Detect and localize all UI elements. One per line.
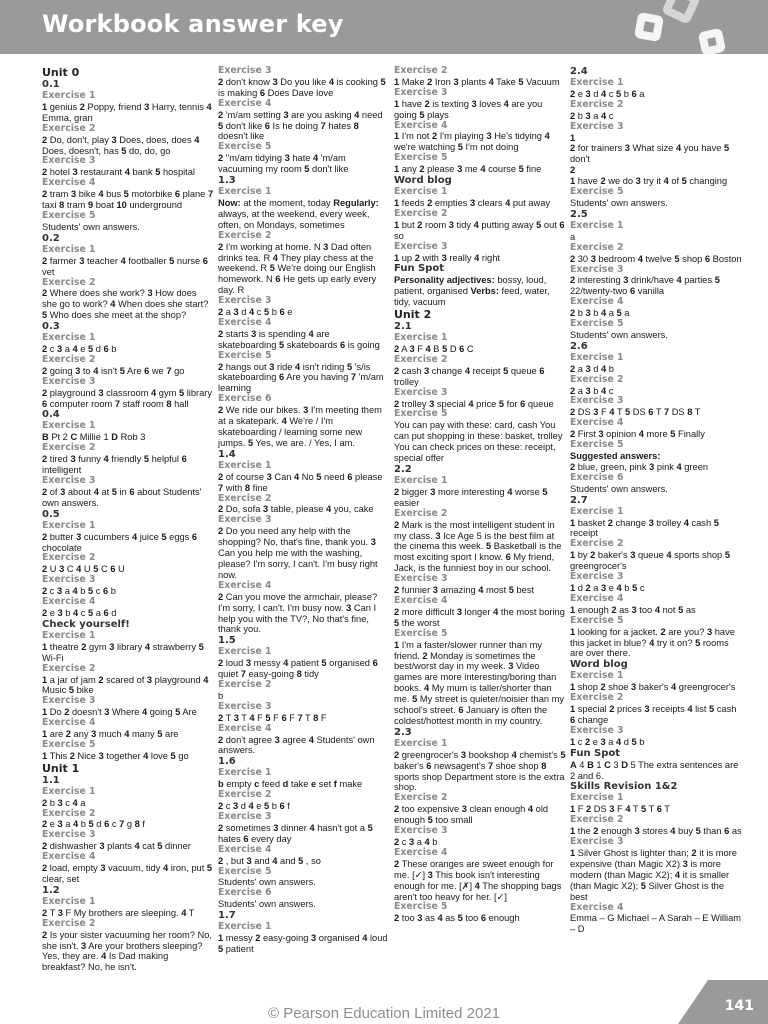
answer-text: You can pay with these: card, cash You can put shopping in these: basket, trolley You can check prices on these: receipt, special offer — [394, 420, 563, 464]
answer-text: 2 for trainers 3 What size 4 you have 5 don't — [570, 143, 730, 165]
exercise-label: Exercise 2 — [570, 814, 624, 826]
section-heading: 2.2 — [394, 464, 412, 475]
exercise-label: Exercise 5 — [394, 408, 448, 420]
answer-text: 2 DS 3 F 4 T 5 DS 6 T 7 DS 8 T — [570, 407, 701, 418]
exercise-label: Exercise 3 — [42, 155, 96, 167]
exercise-label: Exercise 1 — [394, 186, 448, 198]
exercise-label: Exercise 5 — [42, 209, 96, 221]
exercise-label: Exercise 1 — [570, 219, 624, 231]
answer-text: Students' own answers. — [218, 877, 316, 888]
exercise-label: Exercise 3 — [42, 829, 96, 841]
exercise-label: Exercise 5 — [570, 318, 624, 330]
exercise-label: Exercise 4 — [218, 97, 272, 109]
answer-text: 2 a 3 d 4 b — [570, 363, 614, 374]
answer-text: 2 c 3 a 4 b — [394, 837, 438, 847]
exercise-label: Exercise 2 — [218, 789, 272, 801]
exercise-label: Exercise 1 — [394, 737, 448, 749]
exercise-label: Exercise 1 — [570, 77, 624, 88]
answer-text: 1 are 2 any 3 much 4 many 5 are — [42, 729, 179, 740]
exercise-label: Exercise 1 — [218, 459, 272, 471]
section-heading: 0.1 — [42, 79, 60, 90]
answer-text: 2 ''m/am tidying 3 hate 4 'm/am vacuuming my room 5 don't like — [218, 153, 349, 175]
answer-text: 2 greengrocer's 3 bookshop 4 chemist's 5 baker's 6 newsagent's 7 shoe shop 8 sports shop Department store is the extra shop. — [394, 749, 566, 793]
column-4 — [570, 66, 742, 935]
exercise-label: Exercise 6 — [570, 471, 624, 483]
answer-text: 2 blue, green, pink 3 pink 4 green — [570, 461, 709, 472]
answer-text: 1 the 2 enough 3 stores 4 buy 5 than 6 as — [570, 826, 742, 837]
exercise-label: Exercise 5 — [394, 152, 448, 164]
exercise-label: Exercise 2 — [394, 507, 448, 519]
answer-text: 2 sometimes 3 dinner 4 hasn't got a 5 hates 6 every day — [218, 822, 373, 844]
answer-text: 1 This 2 Nice 3 together 4 love 5 go — [42, 750, 189, 761]
exercise-label: Exercise 4 — [570, 592, 624, 604]
column-2 — [218, 66, 390, 955]
answer-text: 2 starts 3 is spending 4 are skateboarding 5 skateboards 6 is going — [218, 328, 380, 350]
answer-text: 2 Can you move the armchair, please? I'm sorry, I can't. I'm busy now. 3 Can I help you with the TV?, No that's fine, thank you. — [218, 591, 378, 635]
exercise-label: Exercise 4 — [218, 843, 272, 855]
header-bar — [0, 0, 768, 54]
answer-text: 2 more difficult 3 longer 4 the most boring 5 the worst — [394, 606, 565, 628]
section-heading: 1.2 — [42, 884, 60, 896]
exercise-label: Exercise 3 — [218, 65, 272, 76]
section-heading: 0.2 — [42, 232, 60, 244]
exercise-label: Exercise 3 — [570, 395, 624, 407]
answer-text: 2 First 3 opinion 4 more 5 Finally — [570, 429, 705, 440]
square-decoration-icon — [661, 0, 701, 25]
exercise-label: Exercise 1 — [218, 767, 272, 779]
section-heading: 2.6 — [570, 340, 588, 352]
section-heading: 2.1 — [394, 321, 412, 333]
exercise-label: Exercise 3 — [394, 240, 448, 252]
exercise-label: Exercise 4 — [570, 296, 624, 308]
answer-text: 2 c 3 a 4 e 5 d 6 b — [42, 344, 117, 355]
exercise-label: Exercise 4 — [218, 316, 272, 328]
exercise-label: Exercise 1 — [42, 895, 96, 907]
section-heading: 1.4 — [218, 448, 236, 460]
answer-text: 2 , but 3 and 4 and 5 , so — [218, 855, 321, 866]
answer-text: 2 b 3 c 4 a — [42, 797, 86, 808]
exercise-label: Exercise 5 — [218, 349, 272, 361]
answer-text: 2 don't agree 3 agree 4 Students' own answers. — [218, 734, 375, 756]
section-heading: Fun Spot — [394, 263, 445, 275]
exercise-label: Exercise 4 — [42, 851, 96, 863]
answer-text: Emma – G Michael – A Sarah – E William – D — [570, 913, 742, 935]
exercise-label: Exercise 2 — [394, 353, 448, 365]
exercise-label: Exercise 3 — [570, 724, 624, 736]
exercise-label: Exercise 5 — [570, 186, 624, 198]
exercise-label: Exercise 3 — [394, 573, 448, 585]
answer-text: Students' own answers. — [218, 899, 316, 910]
exercise-label: Exercise 3 — [218, 700, 272, 712]
answer-text: Suggested answers: — [570, 451, 661, 461]
exercise-label: Exercise 3 — [394, 386, 448, 398]
answer-text: 2 — [570, 165, 576, 176]
answer-text: Students' own answers. — [570, 197, 668, 208]
answer-text: 2 too expensive 3 clean enough 4 old enough 5 too small — [394, 804, 549, 826]
answer-text: 1 any 2 please 3 me 4 course 5 fine — [394, 164, 542, 175]
exercise-label: Exercise 3 — [42, 574, 96, 586]
answer-text: 2 of 3 about 4 at 5 in 6 about Students' own answers. — [42, 486, 202, 508]
exercise-label: Exercise 2 — [42, 353, 96, 365]
exercise-label: Exercise 2 — [218, 492, 272, 504]
answer-text: 1 enough 2 as 3 too 4 not 5 as — [570, 604, 696, 615]
exercise-label: Exercise 2 — [394, 792, 448, 804]
answer-text: 2 b 3 a 4 c — [570, 110, 614, 121]
section-heading: 0.3 — [42, 321, 60, 333]
answer-text: 1 have 2 we do 3 try it 4 of 5 changing — [570, 176, 728, 187]
answer-text: 2 playground 3 classroom 4 gym 5 library 6 computer room 7 staff room 8 hall — [42, 387, 213, 409]
answer-text: 2 T 3 F My brothers are sleeping. 4 T — [42, 907, 195, 918]
answer-text: 2 e 3 b 4 c 5 a 6 d — [42, 607, 117, 618]
answer-text: 1 d 2 a 3 e 4 b 5 c — [570, 582, 645, 593]
section-heading: Word blog — [570, 659, 628, 671]
answer-text: 2 don't know 3 Do you like 4 is cooking 5 is making 6 Does Dave love — [218, 76, 386, 98]
exercise-label: Exercise 4 — [218, 722, 272, 734]
exercise-label: Exercise 4 — [394, 594, 448, 606]
answer-text: 2 Where does she work? 3 How does she go to work? 4 When does she start? 5 Who does she meet at the shop? — [42, 288, 209, 321]
answer-text: 2 hotel 3 restaurant 4 bank 5 hospital — [42, 167, 196, 178]
page-number-tab — [708, 980, 768, 1024]
exercise-label: Exercise 4 — [570, 417, 624, 429]
exercise-label: Exercise 1 — [394, 475, 448, 486]
answer-text: 2 Is your sister vacuuming her room? No, she isn't. 3 Are your brothers sleeping? Yes, they are. 4 Is Dad making breakfast? No, he isn't. — [42, 929, 212, 973]
exercise-label: Exercise 2 — [394, 65, 448, 76]
exercise-label: Exercise 3 — [218, 514, 272, 526]
section-heading: Skills Revision 1&2 — [570, 781, 678, 793]
exercise-label: Exercise 1 — [42, 332, 96, 344]
answer-text: 1 up 2 with 3 really 4 right — [394, 252, 500, 263]
exercise-label: Exercise 2 — [218, 679, 272, 691]
answer-text: 2 e 3 a 4 b 5 d 6 c 7 g 8 f — [42, 819, 145, 830]
answer-text: A 4 B 1 C 3 D 5 The extra sentences are 2 and 6. — [570, 759, 739, 781]
exercise-label: Exercise 5 — [42, 738, 96, 750]
exercise-label: Exercise 2 — [42, 807, 96, 819]
answer-text: 2 too 3 as 4 as 5 too 6 enough — [394, 913, 520, 924]
section-heading: 1.6 — [218, 756, 236, 768]
section-heading: 1.5 — [218, 635, 236, 647]
answer-text: 1 Silver Ghost is lighter than; 2 it is more expensive (than Magic X2) 3 is more modern (than Magic X2); 4 it is smaller (than Magic X2); 5 Silver Ghost is the best — [570, 848, 737, 902]
unit-heading: Unit 0 — [42, 66, 80, 79]
answer-text: 2 I'm working at home. N 3 Dad often drinks tea. R 4 They play chess at the weekend. R 5 We're doing our English homework. N 6 He gets up early every day. R — [218, 241, 377, 296]
answer-text: 1 — [570, 132, 576, 143]
exercise-label: Exercise 6 — [218, 393, 272, 405]
section-heading: 2.3 — [394, 726, 412, 738]
exercise-label: Exercise 1 — [218, 921, 272, 933]
answer-text: b — [218, 690, 224, 701]
unit-heading: Unit 2 — [394, 308, 432, 322]
section-heading: 1.1 — [42, 774, 60, 786]
section-heading: 0.5 — [42, 508, 60, 520]
exercise-label: Exercise 1 — [42, 519, 96, 531]
exercise-label: Exercise 3 — [570, 836, 624, 848]
answer-columns — [42, 65, 742, 973]
answer-text: 1 but 2 room 3 tidy 4 putting away 5 out 6 so — [394, 219, 565, 241]
answer-text: 1 I'm a faster/slower runner than my friend. 2 Monday is sometimes the best/worst day in my week. 3 Video games are more interesting/boring than books. 4 My mum is taller/shorter than me. 5 My street is quieter/noisier than my school's street. 6 January is often the coldest/hottest month in my country. — [394, 639, 565, 726]
answer-text: 2 'm/am setting 3 are you asking 4 need 5 don't like 6 Is he doing 7 hates 8 doesn't like — [218, 109, 383, 142]
answer-text: 1 shop 2 shoe 3 baker's 4 greengrocer's — [570, 682, 736, 693]
answer-text: 2 tired 3 funny 4 friendly 5 helpful 6 intelligent — [42, 454, 187, 476]
answer-text: 2 dishwasher 3 plants 4 cat 5 dinner — [42, 841, 191, 852]
exercise-label: Exercise 2 — [42, 122, 96, 134]
answer-text: 2 Do, sofa 3 table, please 4 you, cake — [218, 504, 374, 515]
exercise-label: Exercise 4 — [218, 579, 272, 591]
answer-text: 2 load, empty 3 vacuum, tidy 4 iron, put 5 clear, set — [42, 863, 213, 884]
answer-text: 2 farmer 3 teacher 4 footballer 5 nurse 6 vet — [42, 255, 208, 277]
exercise-label: Exercise 3 — [218, 295, 272, 307]
exercise-label: Exercise 3 — [570, 571, 624, 583]
exercise-label: Exercise 1 — [42, 629, 96, 641]
answer-text: 2 b 3 b 4 a 5 a — [570, 308, 630, 319]
exercise-label: Exercise 5 — [218, 141, 272, 153]
exercise-label: Exercise 4 — [394, 119, 448, 131]
answer-text: 2 a 3 b 4 c — [570, 385, 614, 396]
exercise-label: Exercise 4 — [42, 717, 96, 729]
exercise-label: Exercise 2 — [394, 207, 448, 219]
exercise-label: Exercise 1 — [570, 505, 624, 517]
answer-text: Students' own answers. — [42, 221, 140, 232]
answer-text: Now: at the moment, today Regularly: always, at the weekend, every week, often, on Mondays, sometimes — [218, 197, 379, 230]
answer-text: Personality adjectives: bossy, loud, patient, organised Verbs: feed, water, tidy, vacuum — [394, 275, 550, 308]
exercise-label: Exercise 2 — [570, 692, 624, 704]
exercise-label: Exercise 1 — [42, 420, 96, 432]
column-3 — [394, 66, 566, 924]
exercise-label: Exercise 2 — [570, 538, 624, 550]
exercise-label: Exercise 3 — [218, 811, 272, 822]
copyright-notice: © Pearson Education Limited 2021 — [267, 1005, 501, 1022]
answer-text: 2 U 3 C 4 U 5 C 6 U — [42, 564, 125, 575]
exercise-label: Exercise 2 — [570, 241, 624, 253]
answer-text: 1 looking for a jacket. 2 are you? 3 have this jacket in blue? 4 try it on? 5 rooms are over there. — [570, 626, 735, 659]
answer-text: B Pt 2 C Millie 1 D Rob 3 — [42, 432, 146, 443]
answer-text: 1 by 2 baker's 3 queue 4 sports shop 5 greengrocer's — [570, 550, 730, 572]
answer-text: 1 I'm not 2 I'm playing 3 He's tidying 4 we're watching 5 I'm not doing — [394, 131, 550, 153]
section-heading: Check yourself! — [42, 618, 130, 630]
column-1 — [42, 66, 214, 973]
exercise-label: Exercise 2 — [570, 373, 624, 385]
exercise-label: Exercise 1 — [570, 670, 624, 682]
answer-text: 2 A 3 F 4 B 5 D 6 C — [394, 344, 474, 355]
exercise-label: Exercise 2 — [42, 917, 96, 929]
exercise-label: Exercise 5 — [394, 627, 448, 639]
answer-text: 2 of course 3 Can 4 No 5 need 6 please 7 with 8 fine — [218, 471, 383, 493]
exercise-label: Exercise 2 — [570, 98, 624, 110]
answer-text: 2 T 3 T 4 F 5 F 6 F 7 T 8 F — [218, 712, 327, 723]
answer-text: 2 Do you need any help with the shopping? No, that's fine, thank you. 3 Can you help me with the washing, please? I'm sorry, I can't. I'm busy right now. — [218, 526, 378, 580]
answer-text: 2 tram 3 bike 4 bus 5 motorbike 6 plane 7 taxi 8 tram 9 boat 10 underground — [42, 189, 214, 211]
exercise-label: Exercise 5 — [394, 901, 448, 913]
exercise-label: Exercise 1 — [394, 332, 448, 344]
exercise-label: Exercise 4 — [42, 596, 96, 608]
answer-text: 1 F 2 DS 3 F 4 T 5 T 6 T — [570, 804, 670, 815]
answer-text: 2 a 3 d 4 c 5 b 6 e — [218, 307, 293, 318]
answer-text: 1 a jar of jam 2 scared of 3 playground 4 Music 5 bike — [42, 674, 209, 696]
answer-text: 2 loud 3 messy 4 patient 5 organised 6 quiet 7 easy-going 8 tidy — [218, 658, 378, 680]
exercise-label: Exercise 1 — [42, 243, 96, 255]
answer-text: b empty c feed d take e set f make — [218, 779, 363, 790]
answer-text: 2 cash 3 change 4 receipt 5 queue 6 trolley — [394, 365, 545, 387]
exercise-label: Exercise 3 — [42, 375, 96, 387]
answer-text: 1 Make 2 Iron 3 plants 4 Take 5 Vacuum — [394, 76, 560, 87]
answer-text: 2 funnier 3 amazing 4 most 5 best — [394, 585, 535, 596]
answer-text: 2 These oranges are sweet enough for me. [✓] 3 This book isn't interesting enough for me. [✗] 4 The shopping bags aren't too heavy for her. [✓] — [394, 858, 562, 902]
exercise-label: Exercise 2 — [42, 552, 96, 564]
answer-text: 2 e 3 d 4 c 5 b 6 a — [570, 88, 645, 99]
answer-text: 2 c 3 a 4 b 5 c 6 b — [42, 586, 116, 597]
exercise-label: Exercise 4 — [394, 846, 448, 858]
exercise-label: Exercise 2 — [42, 662, 96, 674]
answer-text: 1 have 2 is texting 3 loves 4 are you going 5 plays — [394, 98, 543, 120]
section-heading: 2.4 — [570, 66, 588, 77]
exercise-label: Exercise 3 — [42, 695, 96, 707]
exercise-label: Exercise 4 — [570, 901, 624, 913]
exercise-label: Exercise 5 — [570, 614, 624, 626]
answer-text: 1 genius 2 Poppy, friend 3 Harry, tennis 4 Emma, gran — [42, 101, 212, 123]
exercise-label: Exercise 1 — [218, 186, 272, 198]
page-number: 141 — [724, 998, 754, 1014]
exercise-label: Exercise 3 — [394, 825, 448, 837]
answer-text: 2 interesting 3 drink/have 4 parties 5 22/twenty-two 6 vanilla — [570, 275, 720, 297]
exercise-label: Exercise 3 — [570, 263, 624, 275]
exercise-label: Exercise 6 — [218, 887, 272, 899]
exercise-label: Exercise 2 — [218, 229, 272, 241]
exercise-label: Exercise 1 — [570, 351, 624, 363]
answer-text: 2 c 3 d 4 e 5 b 6 f — [218, 801, 290, 812]
answer-text: 1 basket 2 change 3 trolley 4 cash 5 receipt — [570, 517, 719, 539]
square-decoration-icon — [634, 12, 664, 42]
exercise-label: Exercise 3 — [42, 475, 96, 486]
answer-text: 2 hangs out 3 ride 4 isn't riding 5 's/is skateboarding 6 Are you having 7 'm/am learning — [218, 361, 384, 394]
answer-text: 2 going 3 to 4 isn't 5 Are 6 we 7 go — [42, 365, 185, 376]
exercise-label: Exercise 2 — [42, 442, 96, 454]
answer-text: 1 Do 2 doesn't 3 Where 4 going 5 Are — [42, 707, 197, 718]
section-heading: Fun Spot — [570, 747, 621, 759]
section-heading: 2.7 — [570, 494, 588, 506]
section-heading: 0.4 — [42, 409, 60, 421]
section-heading: Word blog — [394, 175, 452, 187]
exercise-label: Exercise 1 — [218, 646, 272, 658]
answer-text: Students' own answers. — [570, 329, 668, 340]
exercise-label: Exercise 1 — [42, 90, 96, 101]
unit-heading: Unit 1 — [42, 761, 80, 775]
answer-text: 2 30 3 bedroom 4 twelve 5 shop 6 Boston — [570, 253, 742, 264]
answer-text: 2 Mark is the most intelligent student in my class. 3 Ice Age 5 is the best film at the cinema this week. 5 Basketball is the most exciting sport I know. 6 My friend, Jack, is the funniest boy in our school. — [394, 519, 562, 574]
section-heading: 2.5 — [570, 208, 588, 220]
exercise-label: Exercise 3 — [394, 86, 448, 98]
answer-text: a — [570, 231, 576, 242]
answer-text: 2 We ride our bikes. 3 I'm meeting them at a skatepark. 4 We're / I'm skateboarding / learning some new jumps. 5 Yes, we are. / Yes, I am. — [218, 405, 382, 448]
answer-text: 2 bigger 3 more interesting 4 worse 5 easier — [394, 486, 548, 508]
answer-text: 2 trolley 3 special 4 price 5 for 6 queue — [394, 398, 554, 409]
answer-text: 1 special 2 prices 3 receipts 4 list 5 cash 6 change — [570, 704, 737, 725]
page-title: Workbook answer key — [42, 10, 344, 38]
square-decoration-icon — [698, 28, 726, 54]
answer-text: 1 theatre 2 gym 3 library 4 strawberry 5 Wi-Fi — [42, 641, 204, 663]
answer-text: 1 feeds 2 empties 3 clears 4 put away — [394, 197, 551, 208]
section-heading: 1.7 — [218, 910, 236, 922]
exercise-label: Exercise 1 — [42, 785, 96, 797]
exercise-label: Exercise 4 — [42, 177, 96, 189]
answer-text: Students' own answers. — [570, 483, 668, 494]
answer-text: 2 butter 3 cucumbers 4 juice 5 eggs 6 chocolate — [42, 531, 198, 553]
answer-text: 1 messy 2 easy-going 3 organised 4 loud 5 patient — [218, 933, 388, 954]
exercise-label: Exercise 1 — [570, 792, 624, 804]
exercise-label: Exercise 5 — [570, 439, 624, 451]
section-heading: 1.3 — [218, 175, 236, 187]
exercise-label: Exercise 2 — [42, 276, 96, 288]
exercise-label: Exercise 3 — [570, 120, 624, 132]
answer-text: 2 Do, don't, play 3 Does, does, does 4 Does, doesn't, has 5 do, do, go — [42, 134, 200, 156]
exercise-label: Exercise 5 — [218, 865, 272, 877]
answer-text: 1 c 2 e 3 a 4 d 5 b — [570, 736, 645, 747]
